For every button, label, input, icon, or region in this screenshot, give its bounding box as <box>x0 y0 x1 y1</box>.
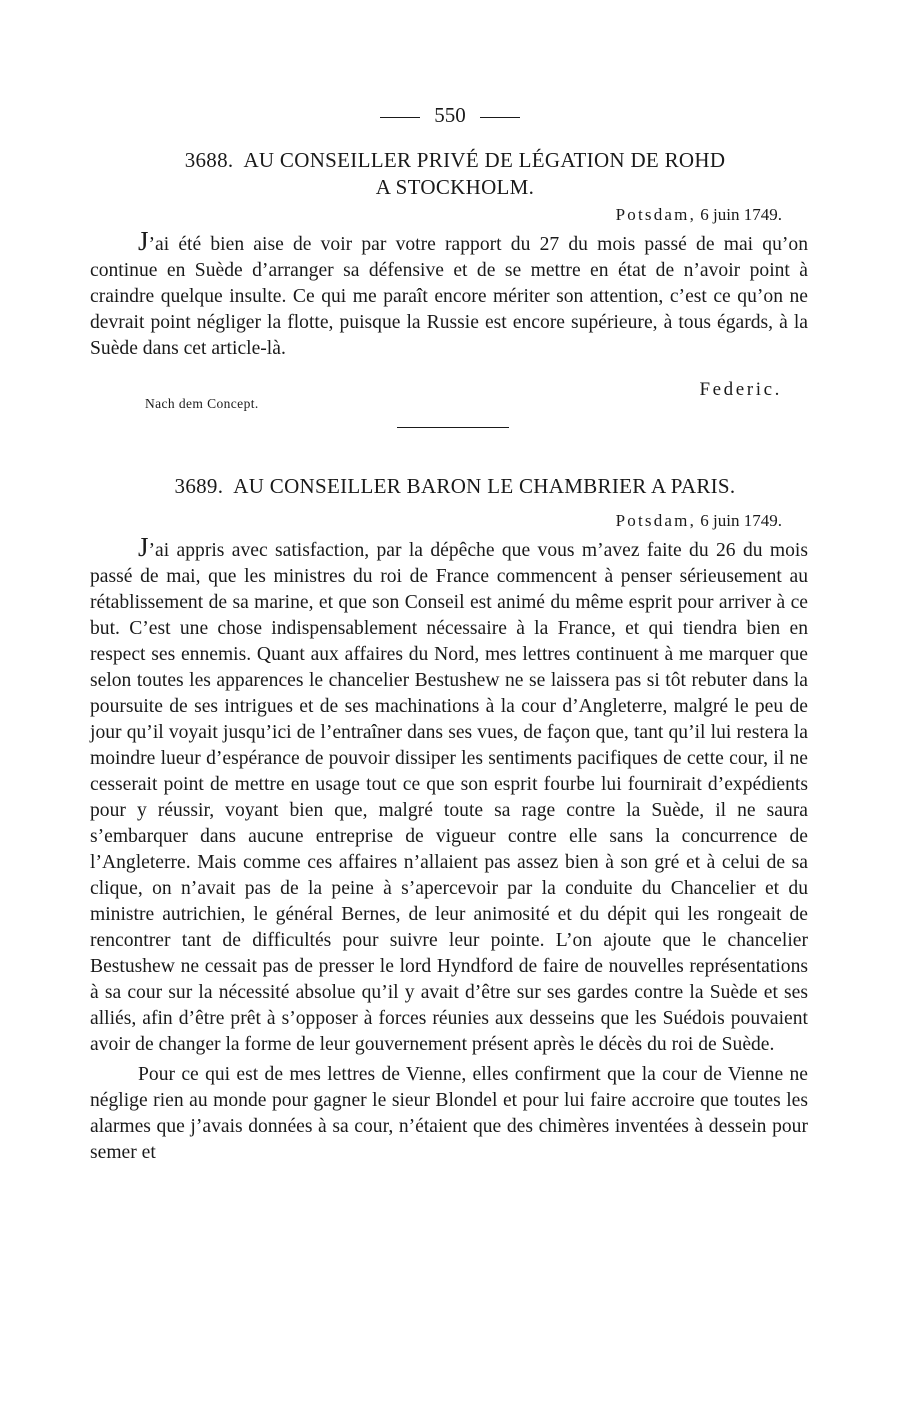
letter-3688-number: 3688. <box>184 148 234 172</box>
letter-3689-paragraph-1 <box>90 532 808 1058</box>
letter-3688-signature: Federic. <box>699 379 782 400</box>
letter-3689-body <box>90 532 808 1166</box>
page-header <box>0 100 900 130</box>
letter-3689-text-1: ’ai appris avec satisfaction, par la dépêche que vous m’avez faite du 26 du mois passé de mai, que les ministres du roi de France commencent à penser sérieusement au rétablissement de sa marine, et que son Conseil est animé du même esprit pour arriver à ce but. C’est une chose indispensablement nécessaire à la France, et qui tiendra bien en respect ses ennemis. Quant aux affaires du Nord, mes lettres continuent à me marquer que selon toutes les apparences le chancelier Bestushew ne se laissera pas si tôt rebuter dans la poursuite de ses intrigues et de ses machinations à la cour d’Angleterre, malgré le peu de jour qu’il voyait jusqu’ici de l’entraîner dans ses vues, de façon que, tant qu’il lui restera la moindre lueur d’espérance de pouvoir dissiper les sentiments pacifiques de cette cour, il ne cesserait point de mettre en usage tout ce que son esprit fourbe lui fournirait d’expédients pour y réussir, voyant bien que, malgré toute sa rage contre la Suède, il ne saura s’embarquer dans aucune entreprise de vigueur contre elle sans la concurrence de l’Angleterre. Mais comme ces affaires n’allaient pas assez bien à son gré et à celui de sa clique, on n’avait pas de la peine à s’apercevoir par la conduite du Chancelier et du ministre autrichien, le général Bernes, de leur animosité et du dépit qui les rongeait de rencontrer tant de difficultés pour suivre leur pointe. L’on ajoute que le chancelier Bestushew ne cessait pas de presser le lord Hyndford de faire de nouvelles représentations à sa cour sur la nécessité absolue qu’il y avait d’être sur ses gardes contre la Suède et ses alliés, afin d’être prêt à s’opposer à forces réunies aux desseins que les Suédois pouvaient avoir de changer la forme de leur gouvernement présent après le décès du roi de Suède. <box>90 540 808 1055</box>
header-dash-left <box>380 117 420 118</box>
letter-3689-dateline <box>616 509 782 533</box>
letter-3688-initial: J <box>138 226 149 256</box>
letter-3689-heading <box>110 473 800 500</box>
letter-3688-date: 6 juin 1749. <box>700 205 782 224</box>
letter-3689-number: 3689. <box>174 474 224 498</box>
letter-3688-heading <box>110 147 800 201</box>
letter-3688-title-line2: A STOCKHOLM. <box>375 175 535 199</box>
letter-3689-place: Potsdam, <box>615 511 697 530</box>
letter-3688-body <box>90 226 808 362</box>
letter-3689-paragraph-2: Pour ce qui est de mes lettres de Vienne, elles confirment que la cour de Vienne ne néglige rien au monde pour gagner le sieur Blondel et pour lui faire accroire que toutes les alarmes que j’avais données à sa cour, n’étaient que des chimères inventées à dessein pour semer et <box>90 1064 808 1163</box>
header-dash-right <box>480 117 520 118</box>
letter-3688-paragraph <box>90 226 808 362</box>
letter-3689-initial: J <box>138 532 149 562</box>
letter-3688-text: ’ai été bien aise de voir par votre rapport du 27 du mois passé de mai qu’on continue en Suède d’arranger sa défensive et de se mettre en état de n’avoir point à craindre quelque insulte. Ce qui me paraît encore mériter son attention, c’est ce qu’on ne devrait point négliger la flotte, puisque la Russie est encore supérieure, à tous égards, à la Suède dans cet article-là. <box>90 234 808 359</box>
page-number: 550 <box>434 103 466 127</box>
section-separator <box>397 427 509 428</box>
letter-3688-source-note: Nach dem Concept. <box>145 396 259 411</box>
letter-3688-title: AU CONSEILLER PRIVÉ DE LÉGATION DE ROHD <box>243 148 726 172</box>
letter-3689-title: AU CONSEILLER BARON LE CHAMBRIER A PARIS. <box>233 474 736 498</box>
letter-3688-dateline <box>616 203 782 227</box>
letter-3688-title-line1 <box>110 147 800 174</box>
letter-3688-place: Potsdam, <box>615 205 697 224</box>
letter-3689-date: 6 juin 1749. <box>700 511 782 530</box>
